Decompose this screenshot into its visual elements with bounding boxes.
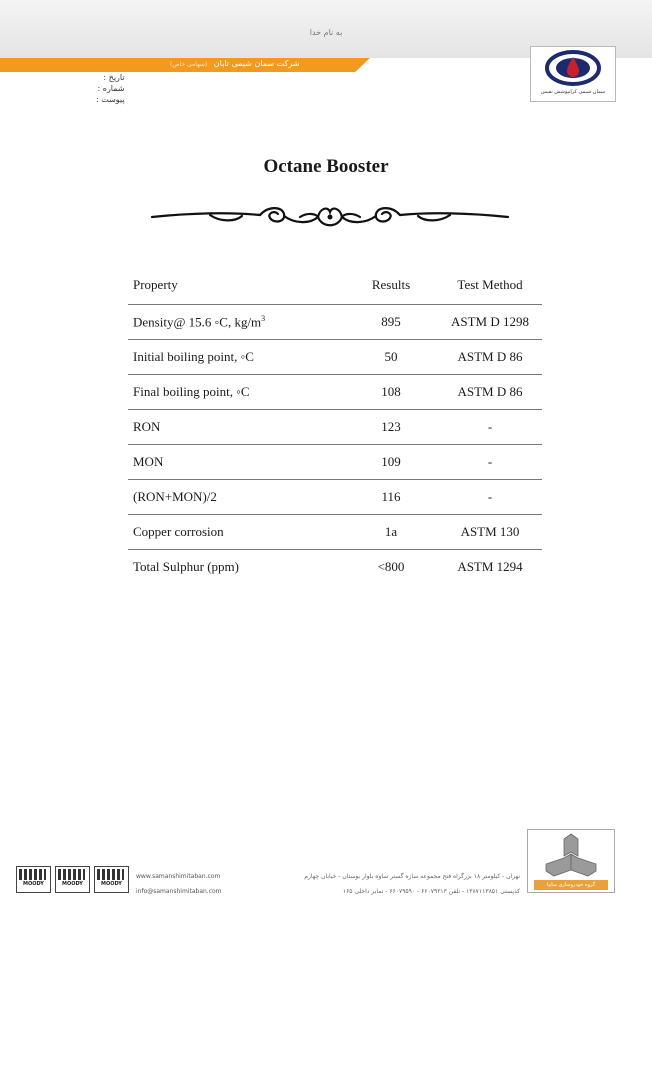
- company-type-tag: (سهامی خاص): [170, 61, 208, 68]
- address-line: تهران - کیلومتر ۱۸ بزرگراه فتح مجموعه سازه گستر ساوه بلوار بوستان - خیابان چهارم: [304, 873, 520, 880]
- company-name: [170, 59, 299, 68]
- results-column-header: Results: [344, 266, 438, 305]
- title-ornament-divider: [150, 200, 510, 234]
- method-cell: ASTM 130: [438, 515, 542, 550]
- certification-mark-icon: [19, 869, 46, 880]
- number-field-label: شماره :: [97, 84, 125, 93]
- result-cell: 108: [344, 375, 438, 410]
- footer-contact: [136, 869, 222, 899]
- attachment-field-label: پیوست :: [96, 95, 125, 104]
- property-cell: [128, 305, 344, 340]
- saipa-group-logo: [527, 829, 615, 893]
- table-header-row: [128, 266, 542, 305]
- table-row: [128, 445, 542, 480]
- certification-label: MOODY: [23, 881, 44, 887]
- property-cell: MON: [128, 445, 344, 480]
- property-cell: (RON+MON)/2: [128, 480, 344, 515]
- method-cell: ASTM D 86: [438, 375, 542, 410]
- table-row: [128, 480, 542, 515]
- table-row: [128, 515, 542, 550]
- result-cell: 116: [344, 480, 438, 515]
- property-cell: Copper corrosion: [128, 515, 344, 550]
- method-cell: ASTM 1294: [457, 559, 523, 574]
- company-logo-icon: [531, 47, 615, 91]
- table-row: [128, 375, 542, 410]
- table-row: [128, 340, 542, 375]
- letter-meta-fields: [96, 72, 125, 105]
- email-link[interactable]: info@samanshimitaban.com: [136, 888, 222, 895]
- footer-address: [240, 869, 520, 899]
- result-cell: <800: [377, 559, 405, 574]
- method-cell: -: [438, 410, 542, 445]
- table-row: [128, 305, 542, 340]
- certification-mark-icon: [58, 869, 85, 880]
- property-cell: Total Sulphur (ppm): [133, 559, 239, 574]
- property-cell: Final boiling point, ◦C: [128, 375, 344, 410]
- certification-badge: [55, 866, 90, 893]
- certification-label: MOODY: [62, 881, 83, 887]
- certification-badge: [94, 866, 129, 893]
- company-logo: [530, 46, 616, 102]
- property-cell: Initial boiling point, ◦C: [128, 340, 344, 375]
- basmala-text: به نام خدا: [309, 28, 343, 37]
- result-cell: 50: [344, 340, 438, 375]
- document-title: Octane Booster: [263, 156, 389, 177]
- certification-label: MOODY: [101, 881, 122, 887]
- website-link[interactable]: www.samanshimitaban.com: [136, 873, 221, 880]
- table-row: [128, 550, 542, 585]
- property-text: Density@ 15.6 ◦C, kg/m: [133, 314, 262, 330]
- date-field-label: تاریخ :: [103, 73, 125, 82]
- company-name-text: شرکت سمان شیمی تابان: [213, 59, 300, 68]
- specification-table: [128, 266, 542, 584]
- result-cell: 1a: [344, 515, 438, 550]
- certification-badge: [16, 866, 51, 893]
- result-cell: 109: [344, 445, 438, 480]
- company-logo-caption: سمان شیمی کرانپوشش نفیس: [540, 89, 606, 95]
- phone-line: کدپستی ۱۳۸۷۱۱۳۸۵۱ - تلفن ۶۶۰۷۹۲۱۳ - ۶۶۰۷۹۵۹۰ - تمابر داخلی ۱۶۵: [342, 888, 520, 895]
- property-cell: RON: [128, 410, 344, 445]
- certification-mark-icon: [97, 869, 124, 880]
- property-column-header: Property: [128, 266, 344, 305]
- saipa-group-caption: گروه خودروسازی سایپا: [534, 880, 608, 890]
- test-method-column-header: Test Method: [438, 266, 542, 305]
- result-cell: 123: [344, 410, 438, 445]
- method-cell: -: [438, 445, 542, 480]
- unit-superscript: 3: [261, 313, 266, 323]
- table-row: [128, 410, 542, 445]
- saipa-logo-icon: [528, 830, 614, 880]
- result-cell: 895: [344, 305, 438, 340]
- method-cell: ASTM D 1298: [438, 305, 542, 340]
- method-cell: -: [438, 480, 542, 515]
- method-cell: ASTM D 86: [438, 340, 542, 375]
